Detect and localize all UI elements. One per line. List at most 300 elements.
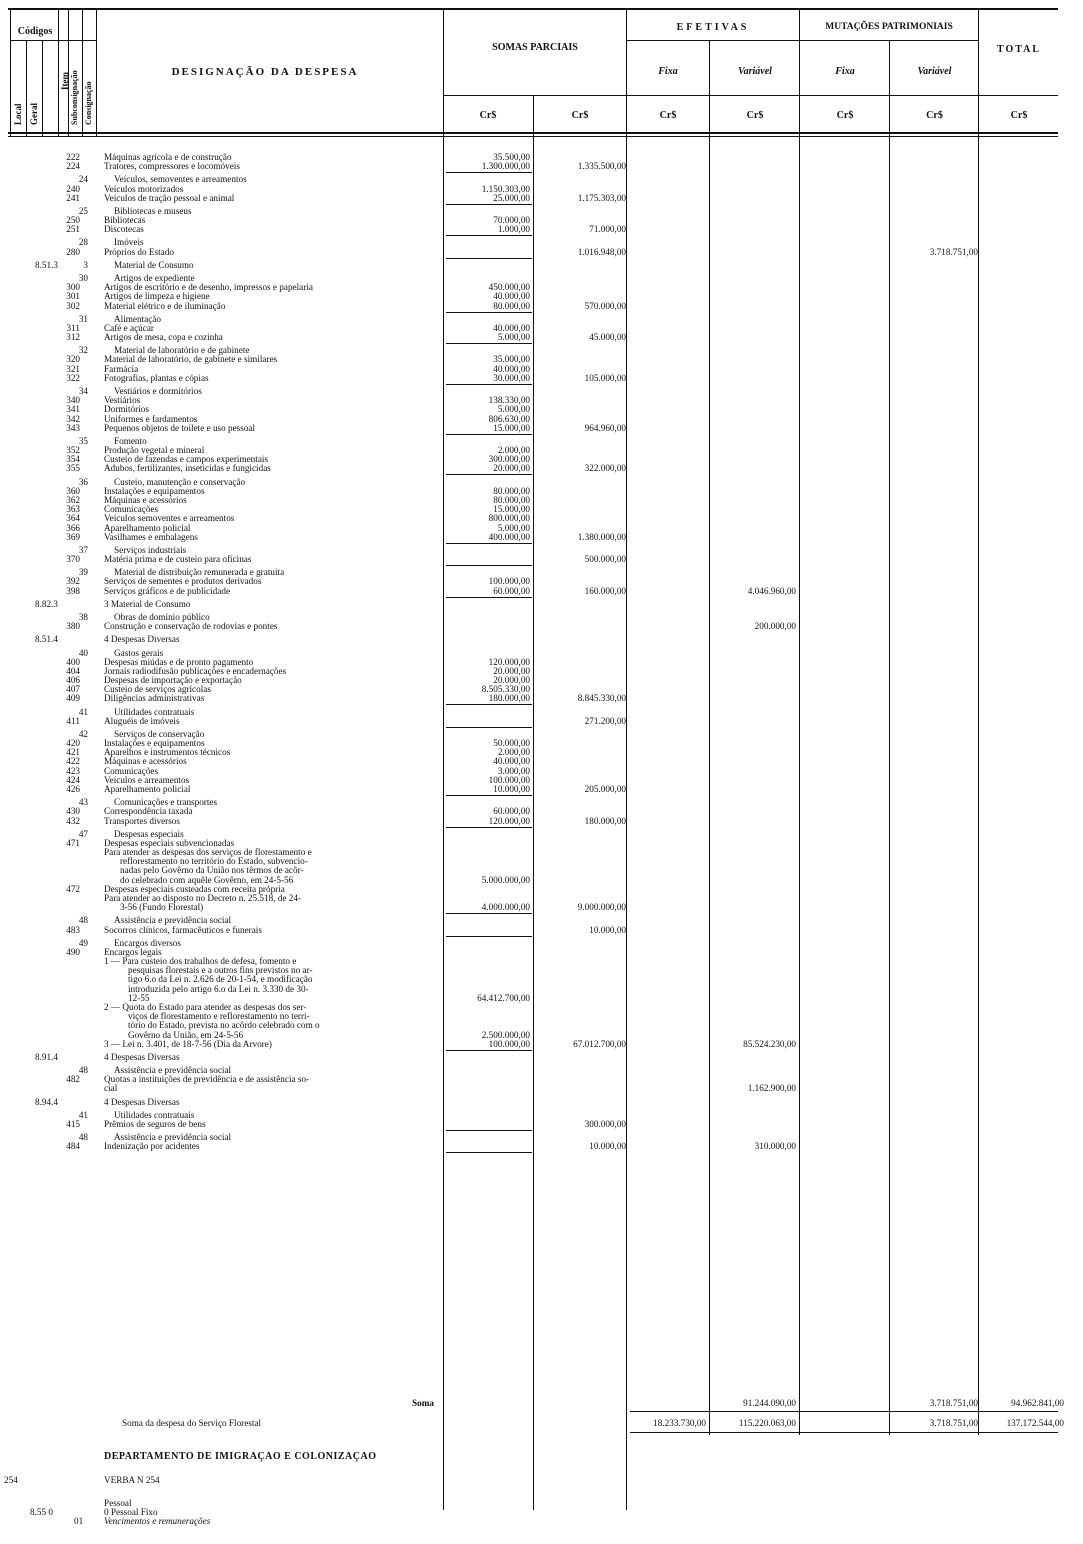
row-efetiva-variavel: 1.162.900,00 <box>747 1083 796 1094</box>
soma-label: Soma <box>412 1398 434 1408</box>
row-group-code: 30 <box>78 273 88 283</box>
row-item-code: 364 <box>66 513 80 524</box>
header-item: Item <box>60 72 70 90</box>
row-soma-parcial-a: 4.000.000,00 <box>481 902 530 913</box>
row-soma-parcial-a: 400.000,00 <box>488 531 530 542</box>
row-item-code: 471 <box>66 837 80 848</box>
expense-row <box>0 1141 1083 1151</box>
row-item-code: 366 <box>66 522 80 533</box>
header-consignacao: Consignação <box>84 81 93 125</box>
row-soma-parcial-a: 10.000,00 <box>493 784 530 794</box>
subtotal-underline <box>446 1050 532 1051</box>
row-item-code: 312 <box>66 332 80 343</box>
row-soma-parcial-a: 40.000,00 <box>493 322 530 333</box>
row-description: Despesas de importação e exportação <box>104 675 242 685</box>
row-description: Produção vegetal e mineral <box>104 445 205 455</box>
row-item-code: 430 <box>66 806 80 817</box>
pessoal-label: Pessoal <box>104 1498 132 1508</box>
row-description: 4 Despesas Diversas <box>104 1051 180 1062</box>
row-description: Encargos legais <box>104 946 162 957</box>
header-designacao: DESIGNAÇÃO DA DESPESA <box>171 66 359 78</box>
expense-row <box>0 554 1083 564</box>
row-item-code: 472 <box>66 883 80 894</box>
expense-row <box>0 925 1083 935</box>
row-description: Construção e conservação de rodovias e pontes <box>104 621 278 632</box>
row-description: Serviços de conservação <box>114 728 205 739</box>
subtotal-underline <box>446 913 532 914</box>
soma-servico-mutacoes: 3.718.751,00 <box>929 1418 978 1428</box>
row-soma-parcial-b: 1.380.000,00 <box>577 531 626 542</box>
header-sub-rule <box>626 40 978 41</box>
row-soma-parcial-a: 60.000,00 <box>493 585 530 596</box>
row-soma-parcial-a: 5.000,00 <box>497 332 530 343</box>
row-item-code: 490 <box>66 946 80 957</box>
row-group-code: 32 <box>78 345 88 356</box>
expense-row <box>0 301 1083 311</box>
row-soma-parcial-b: 300.000,00 <box>584 1118 626 1129</box>
row-soma-parcial-b: 500.000,00 <box>584 554 626 564</box>
row-item-code: 321 <box>66 363 80 374</box>
expense-row <box>0 816 1083 826</box>
row-item-code: 251 <box>66 224 80 235</box>
row-description: Matéria prima e de custeio para oficinas <box>104 554 252 564</box>
row-description: Assistência e previdência social <box>114 1132 232 1143</box>
header-currency-e: Cr$ <box>836 110 854 121</box>
row-description: Fomento <box>114 435 147 446</box>
row-soma-parcial-b: 322.000,00 <box>584 463 626 474</box>
subtotal-underline <box>446 1130 532 1131</box>
soma-servico-total: 137.172.544,00 <box>1006 1418 1064 1428</box>
row-description: 4 Despesas Diversas <box>104 1096 180 1107</box>
row-item-code: 407 <box>66 684 80 695</box>
soma-mutacoes-variavel: 3.718.751,00 <box>929 1398 978 1408</box>
row-soma-parcial-a: 2.500.000,00 <box>481 1029 530 1040</box>
soma-servico-underline <box>630 1432 1058 1433</box>
row-soma-parcial-a: 20.000,00 <box>493 665 530 676</box>
row-group-code: 3 <box>83 259 88 270</box>
row-description: Despesas miúdas e de pronto pagamento <box>104 656 254 667</box>
subtotal-underline <box>446 597 532 598</box>
row-description: Vestiários <box>104 395 141 406</box>
row-group-code: 31 <box>78 313 88 324</box>
expense-row <box>0 161 1083 171</box>
row-description: Material elétrico e de iluminação <box>104 300 226 311</box>
row-soma-parcial-a: 300.000,00 <box>488 454 530 465</box>
row-soma-parcial-b: 1.016.948,00 <box>577 246 626 257</box>
row-description: Serviços gráficos e de publicidade <box>104 585 231 596</box>
header-currency-a: Cr$ <box>479 110 497 121</box>
row-description: Custeio, manutenção e conservação <box>114 476 246 487</box>
expense-row <box>0 373 1083 383</box>
row-description: nadas pelo Govêrno da União nos têrmos de acôr- <box>120 865 304 876</box>
row-description: tório do Estado, prevista no acôrdo celebrado com o <box>128 1020 320 1031</box>
row-group-code: 34 <box>78 386 88 396</box>
row-description: Artigos de mesa, copa e cozinha <box>104 332 223 343</box>
verba-label: VERBA N 254 <box>104 1475 160 1485</box>
row-item-code: 404 <box>66 665 80 676</box>
subtotal-underline <box>446 172 532 173</box>
row-item-code: 420 <box>66 738 80 749</box>
row-description: cial <box>104 1083 118 1094</box>
row-soma-parcial-a: 50.000,00 <box>493 738 530 749</box>
expense-row <box>0 1097 1083 1107</box>
soma-servico-variavel: 115.220.063,00 <box>738 1418 796 1428</box>
row-description: Veículos de tração pessoal e animal <box>104 192 235 203</box>
header-efetivas: EFETIVAS <box>676 22 750 33</box>
row-item-code: 370 <box>66 554 80 564</box>
expense-row <box>0 784 1083 794</box>
subtotal-underline <box>446 565 532 566</box>
row-soma-parcial-a: 40.000,00 <box>493 363 530 374</box>
row-description: Serviços industriais <box>114 544 187 555</box>
expense-row <box>0 693 1083 703</box>
row-soma-parcial-a: 1.150.303,00 <box>481 183 530 194</box>
soma-servico-label: Soma da despesa do Serviço Florestal <box>122 1418 262 1428</box>
row-soma-parcial-b: 205.000,00 <box>584 784 626 794</box>
row-soma-parcial-b: 1.335.500,00 <box>577 161 626 172</box>
row-group-code: 37 <box>78 544 88 555</box>
row-soma-parcial-b: 271.200,00 <box>584 715 626 726</box>
expense-row <box>0 260 1083 270</box>
row-item-code: 432 <box>66 815 80 826</box>
row-soma-parcial-a: 806.630,00 <box>488 413 530 424</box>
row-description: Dormitórios <box>104 404 149 415</box>
row-description: Adubos, fertilizantes, inseticidas e fungicidas <box>104 463 271 474</box>
pessoal-local-code: 8.55 0 <box>30 1507 53 1517</box>
row-description: Custeio de fazendas e campos experimentais <box>104 454 269 465</box>
row-local-code: 8.82.3 <box>35 598 58 609</box>
header-currency-f: Cr$ <box>926 110 943 121</box>
row-description: Artigos de expediente <box>114 273 195 283</box>
row-description: Comunicações <box>104 504 159 515</box>
row-group-code: 48 <box>78 1065 88 1075</box>
row-description: Utilidades contratuais <box>114 706 195 717</box>
row-local-code: 8.51.3 <box>35 259 58 270</box>
row-description: Alimentação <box>114 313 161 324</box>
row-description: Material de laboratório e de gabinete <box>114 345 250 356</box>
expense-row <box>0 423 1083 433</box>
row-soma-parcial-a: 40.000,00 <box>493 756 530 767</box>
row-item-code: 483 <box>66 924 80 935</box>
department-title: DEPARTAMENTO DE IMIGRAÇÃO E COLONIZAÇÃO <box>104 1452 377 1462</box>
row-description: Máquinas e acessórios <box>104 756 187 767</box>
subtotal-underline <box>446 235 532 236</box>
row-item-code: 360 <box>66 485 80 496</box>
row-description: Máquinas agrícola e de construção <box>104 152 232 162</box>
row-description: Material de distribuição remunerada e gratuita <box>114 567 285 578</box>
row-description: Vasilhames e embalagens <box>104 531 198 542</box>
row-soma-parcial-a: 5.000,00 <box>497 404 530 415</box>
header-variavel-2: Variável <box>917 66 952 77</box>
row-item-code: 250 <box>66 215 80 226</box>
row-soma-parcial-a: 120.000,00 <box>488 815 530 826</box>
row-item-code: 311 <box>66 322 80 333</box>
expense-row <box>0 902 1083 912</box>
row-description: Assistência e previdência social <box>114 1065 232 1075</box>
row-local-code: 8.51.4 <box>35 634 58 645</box>
row-description: Serviços de sementes e produtos derivados <box>104 576 262 587</box>
expense-row <box>0 463 1083 473</box>
row-soma-parcial-a: 5.000,00 <box>497 522 530 533</box>
row-description: Tratores, compressores e locomóveis <box>104 161 240 172</box>
row-description: Pequenos objetos de toilete e uso pessoal <box>104 422 256 433</box>
header-currency-b: Cr$ <box>571 110 589 121</box>
row-item-code: 484 <box>66 1141 80 1152</box>
row-description: Imóveis <box>114 237 144 248</box>
row-item-code: 406 <box>66 675 80 685</box>
row-item-code: 342 <box>66 413 80 424</box>
row-soma-parcial-b: 180.000,00 <box>584 815 626 826</box>
row-description: Transportes diversos <box>104 815 180 826</box>
vencimentos-label: Vencimentos e remunerações <box>104 1516 211 1526</box>
header-fixa-2: Fixa <box>835 66 855 77</box>
row-item-code: 301 <box>66 291 80 302</box>
row-item-code: 392 <box>66 576 80 587</box>
row-item-code: 340 <box>66 395 80 406</box>
header-currency-g: Cr$ <box>1010 110 1028 121</box>
row-item-code: 369 <box>66 531 80 542</box>
row-group-code: 42 <box>78 728 88 739</box>
expense-row <box>0 716 1083 726</box>
row-description: 2 — Quota do Estado para atender as despesas dos ser- <box>104 1001 307 1012</box>
row-description: Veículos, semoventes e arreamentos <box>114 174 247 185</box>
row-description: Aluguéis de imóveis <box>104 715 180 726</box>
col-rule <box>42 40 43 136</box>
row-soma-parcial-a: 5.000.000,00 <box>481 874 530 885</box>
header-fixa-1: Fixa <box>658 66 678 77</box>
row-description: tigo 6.o da Lei n. 2.626 de 20-1-54, e modificação <box>128 974 313 985</box>
row-description: Artigos de limpeza e higiene <box>104 291 210 302</box>
row-description: Para atender as despesas dos serviços de florestamento e <box>104 847 312 858</box>
subtotal-underline <box>446 1152 532 1153</box>
row-group-code: 39 <box>78 567 88 578</box>
row-description: 3 Material de Consumo <box>104 598 191 609</box>
row-soma-parcial-a: 20.000,00 <box>493 675 530 685</box>
row-soma-parcial-a: 80.000,00 <box>493 494 530 505</box>
row-description: Aparelhos e instrumentos técnicos <box>104 747 231 758</box>
row-soma-parcial-a: 70.000,00 <box>493 215 530 226</box>
expense-row <box>0 586 1083 596</box>
row-description: Quotas a instituições de previdência e de assistência so- <box>104 1074 310 1085</box>
row-description: 1 — Para custeio dos trabalhos de defesa, fomento e <box>104 956 297 966</box>
row-efetiva-variavel: 200.000,00 <box>754 621 796 632</box>
row-soma-parcial-b: 45.000,00 <box>589 332 626 343</box>
row-group-code: 41 <box>78 1109 88 1120</box>
row-description: Instalações e equipamentos <box>104 485 205 496</box>
row-description: 3-56 (Fundo Florestal) <box>120 902 204 913</box>
row-description: Indenização por acidentes <box>104 1141 200 1152</box>
row-item-code: 302 <box>66 300 80 311</box>
row-description: Veículos semoventes e arreamentos <box>104 513 235 524</box>
row-item-code: 320 <box>66 354 80 365</box>
row-efetiva-variavel: 310.000,00 <box>754 1141 796 1152</box>
row-group-code: 24 <box>78 174 88 185</box>
pessoal-fixo-label: 0 Pessoal Fixo <box>104 1507 158 1517</box>
row-soma-parcial-a: 8.505.330,00 <box>481 684 530 695</box>
row-group-code: 38 <box>78 611 88 622</box>
header-geral: Geral <box>29 103 39 125</box>
row-description: Despesas especiais <box>114 828 184 839</box>
header-variavel-1: Variável <box>738 66 772 77</box>
row-description: 12-55 <box>128 992 150 1003</box>
row-item-code: 240 <box>66 183 80 194</box>
expense-row <box>0 224 1083 234</box>
row-item-code: 380 <box>66 621 80 632</box>
row-soma-parcial-a: 100.000,00 <box>488 1038 530 1049</box>
row-soma-parcial-a: 60.000,00 <box>493 806 530 817</box>
row-soma-parcial-a: 80.000,00 <box>493 300 530 311</box>
row-description: Despesas especiais custeadas com receita própria <box>104 883 285 894</box>
row-item-code: 421 <box>66 747 80 758</box>
expense-row <box>0 1119 1083 1129</box>
row-soma-parcial-a: 2.000,00 <box>497 747 530 758</box>
header-local: Local <box>13 103 23 125</box>
subtotal-underline <box>446 312 532 313</box>
expense-row <box>0 532 1083 542</box>
header-somas-parciais: SOMAS PARCIAIS <box>492 42 578 53</box>
row-description: Uniformes e fardamentos <box>104 413 198 424</box>
row-efetiva-variavel: 4.046.960,00 <box>747 585 796 596</box>
department-heading <box>0 1452 1083 1462</box>
row-item-code: 424 <box>66 774 80 785</box>
row-description: Comunicações e transportes <box>114 797 218 808</box>
row-soma-parcial-b: 964.960,00 <box>584 422 626 433</box>
row-item-code: 352 <box>66 445 80 455</box>
row-description: Aparelhamento policial <box>104 784 191 794</box>
row-soma-parcial-a: 40.000,00 <box>493 291 530 302</box>
row-local-code: 8.91.4 <box>35 1051 58 1062</box>
vencimentos-code: 01 <box>74 1516 84 1526</box>
header-codigos: Códigos <box>17 26 53 37</box>
row-soma-parcial-b: 1.175.303,00 <box>577 192 626 203</box>
row-description: Diligências administrativas <box>104 693 205 704</box>
row-description: Material de laboratório, de gabinete e similares <box>104 354 278 365</box>
expense-row <box>0 599 1083 609</box>
row-item-code: 241 <box>66 192 80 203</box>
header-sub-rule <box>443 95 626 96</box>
subtotal-underline <box>446 384 532 385</box>
header-total: TOTAL <box>996 44 1042 55</box>
row-soma-parcial-a: 138.330,00 <box>488 395 530 406</box>
row-description: Encargos diversos <box>114 937 181 948</box>
row-item-code: 422 <box>66 756 80 767</box>
row-item-code: 224 <box>66 161 80 172</box>
row-description: Utilidades contratuais <box>114 1109 195 1120</box>
subtotal-underline <box>446 204 532 205</box>
header-top-rule <box>8 8 1058 10</box>
row-group-code: 36 <box>78 476 88 487</box>
header-sub-rule <box>10 40 96 41</box>
row-soma-parcial-a: 3.000,00 <box>497 765 530 776</box>
row-description: Correspondência taxada <box>104 806 193 817</box>
row-group-code: 48 <box>78 1132 88 1143</box>
soma-variavel: 91.244.090,00 <box>743 1398 796 1408</box>
row-description: 4 Despesas Diversas <box>104 634 180 645</box>
row-description: Vestiários e dormitórios <box>114 386 202 396</box>
row-soma-parcial-a: 20.000,00 <box>493 463 530 474</box>
row-item-code: 362 <box>66 494 80 505</box>
subtotal-underline <box>446 936 532 937</box>
header-currency-c: Cr$ <box>659 110 677 121</box>
verba-code: 254 <box>4 1475 18 1485</box>
verba-row <box>0 1475 1083 1485</box>
row-description: reflorestamento no território do Estado, subvencio- <box>120 856 308 867</box>
row-soma-parcial-a: 450.000,00 <box>488 282 530 293</box>
row-soma-parcial-a: 64.412.700,00 <box>477 992 530 1003</box>
row-soma-parcial-b: 71.000,00 <box>589 224 626 235</box>
subtotal-underline <box>446 795 532 796</box>
row-description: Aparelhamento policial <box>104 522 191 533</box>
row-description: Veículos motorizados <box>104 183 184 194</box>
row-item-code: 355 <box>66 463 80 474</box>
soma-total: 94.962.841,00 <box>1011 1398 1064 1408</box>
row-soma-parcial-a: 15.000,00 <box>493 504 530 515</box>
row-description: Próprios do Estado <box>104 246 174 257</box>
row-item-code: 222 <box>66 152 80 162</box>
row-soma-parcial-a: 180.000,00 <box>488 693 530 704</box>
row-soma-parcial-b: 9.000.000,00 <box>577 902 626 913</box>
row-soma-parcial-a: 1.300.000,00 <box>481 161 530 172</box>
subtotal-underline <box>446 258 532 259</box>
row-description: Obras de domínio público <box>114 611 210 622</box>
row-soma-parcial-b: 8.845.330,00 <box>577 693 626 704</box>
row-description: Para atender ao disposto no Decreto n. 25.518, de 24- <box>104 893 301 903</box>
row-description: Despesas especiais subvencionadas <box>104 837 235 848</box>
row-item-code: 343 <box>66 422 80 433</box>
row-group-code: 25 <box>78 205 88 216</box>
row-description: Fotografias, plantas e cópias <box>104 372 209 383</box>
expense-row <box>0 247 1083 257</box>
subtotal-underline <box>446 827 532 828</box>
subtotal-underline <box>446 727 532 728</box>
row-item-code: 426 <box>66 784 80 794</box>
col-rule <box>82 10 83 136</box>
row-item-code: 300 <box>66 282 80 293</box>
row-description: pesquisas florestais e a outros fins previstos no ar- <box>128 965 313 976</box>
row-description: Gastos gerais <box>114 647 164 658</box>
expense-row <box>0 634 1083 644</box>
col-rule <box>26 40 27 136</box>
row-description: Farmácia <box>104 363 139 374</box>
subtotal-underline <box>446 543 532 544</box>
row-item-code: 409 <box>66 693 80 704</box>
row-description: Prêmios de seguros de bens <box>104 1118 206 1129</box>
row-soma-parcial-b: 67.012.700,00 <box>573 1038 626 1049</box>
soma-servico-row <box>0 1418 1083 1428</box>
header-sub-rule <box>626 95 1058 96</box>
row-group-code: 28 <box>78 237 88 248</box>
header-subconsignacao: Subconsignação <box>70 70 79 125</box>
row-item-code: 423 <box>66 765 80 776</box>
row-soma-parcial-a: 35.000,00 <box>493 354 530 365</box>
row-description: viços de florestamento e reflorestamento no terri- <box>128 1011 310 1022</box>
expense-row <box>0 332 1083 342</box>
row-description: do celebrado com aquêle Govêrno, em 24-5-56 <box>120 874 294 885</box>
row-description: Material de Consumo <box>114 259 194 270</box>
row-soma-parcial-a: 100.000,00 <box>488 774 530 785</box>
row-efetiva-variavel: 85.524.230,00 <box>743 1038 796 1049</box>
row-item-code: 322 <box>66 372 80 383</box>
row-soma-parcial-b: 10.000,00 <box>589 924 626 935</box>
vencimentos-row <box>0 1516 1083 1526</box>
subtotal-underline <box>446 704 532 705</box>
row-local-code: 8.94.4 <box>35 1096 58 1107</box>
row-description: Artigos de escritório e de desenho, impressos e papelaria <box>104 282 313 293</box>
row-description: Instalações e equipamentos <box>104 738 205 749</box>
row-soma-parcial-a: 100.000,00 <box>488 576 530 587</box>
row-description: Comunicações <box>104 765 159 776</box>
row-soma-parcial-a: 800.000,00 <box>488 513 530 524</box>
